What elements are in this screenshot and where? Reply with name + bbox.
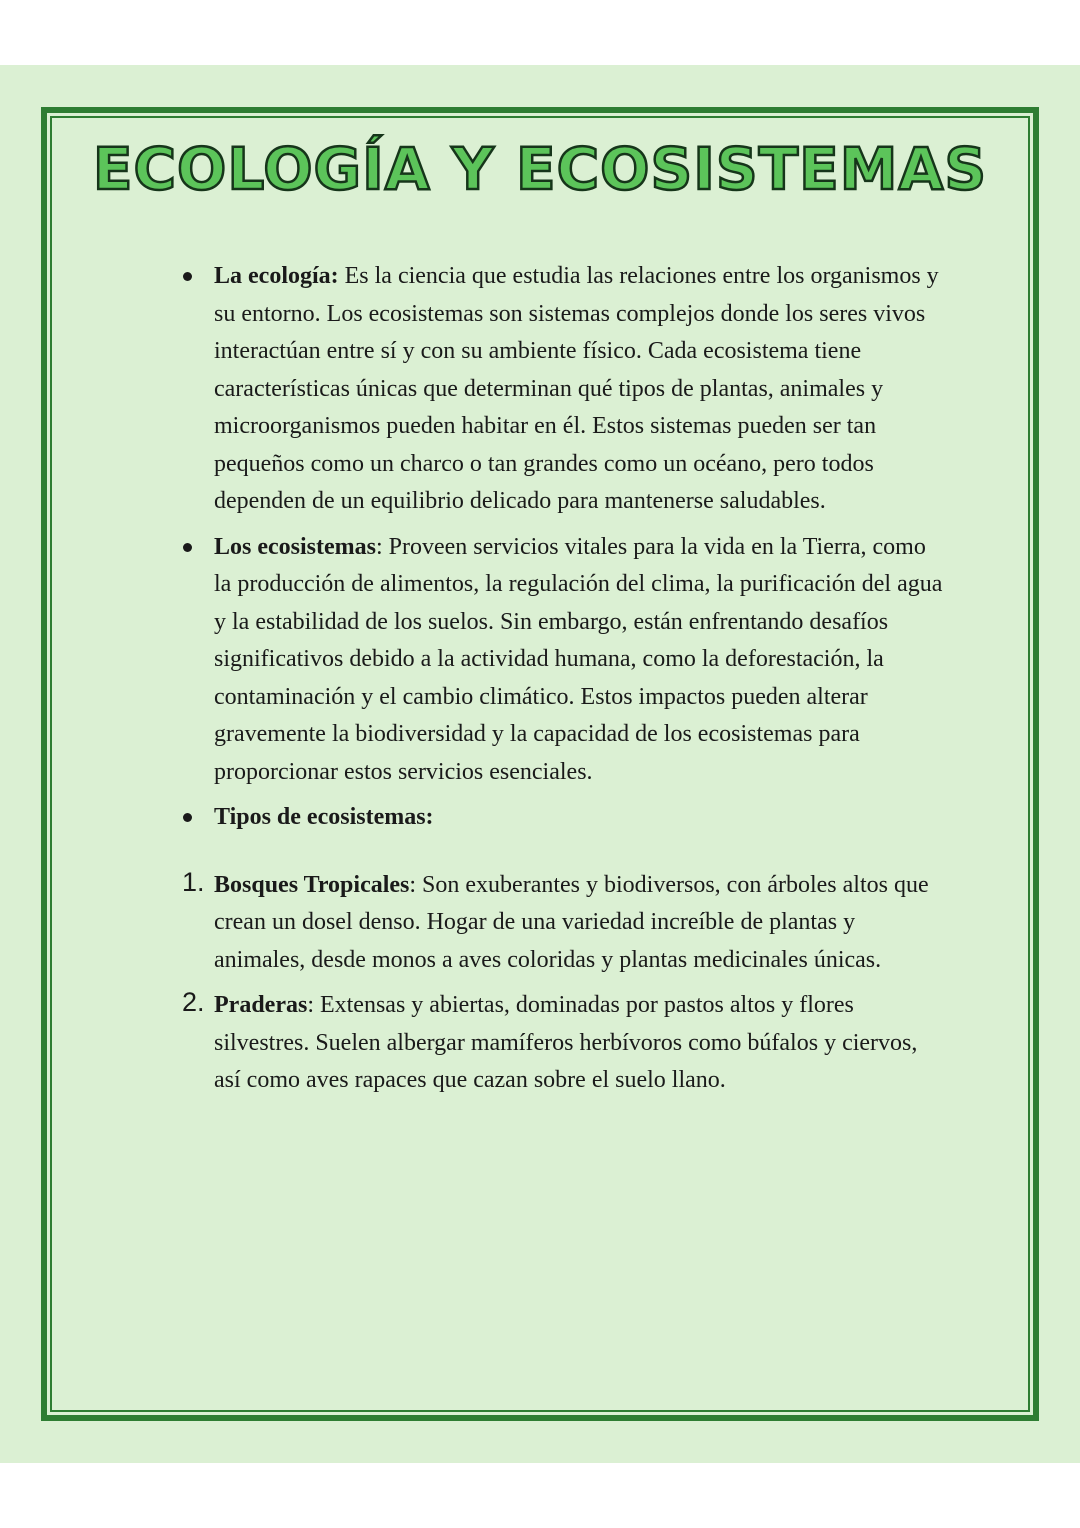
bullet-item-ecologia [183, 258, 943, 521]
bullet-icon [183, 272, 192, 281]
bullet-item-tipos [183, 799, 943, 837]
numbered-item-praderas [183, 987, 943, 1100]
item-number: 2. [182, 987, 205, 1017]
list-spacer [183, 845, 943, 867]
page-title: ECOLOGÍA Y ECOSISTEMAS [92, 135, 988, 203]
numbered-item-bosques [183, 867, 943, 980]
bullet-item-ecosistemas [183, 529, 943, 792]
item-text: : Son exuberantes y biodiversos, con árboles altos que crean un dosel denso. Hogar de una variedad increíble de plantas y animales, desde monos a aves coloridas y plantas medicinales únicas. [214, 871, 929, 973]
bullet-text: Es la ciencia que estudia las relaciones entre los organismos y su entorno. Los ecosistemas son sistemas complejos donde los seres vivos interactúan entre sí y con su ambiente físico. Cada ecosistema tiene características únicas que determinan qué tipos de plantas, animales y microorganismos pueden habitar en él. Estos sistemas pueden ser tan pequeños como un charco o tan grandes como un océano, pero todos dependen de un equilibrio delicado para mantenerse saludables. [214, 263, 939, 514]
item-number: 1. [182, 866, 205, 897]
item-text: : Extensas y abiertas, dominadas por pastos altos y flores silvestres. Suelen albergar mamíferos herbívoros como búfalos y ciervos, así como aves rapaces que cazan sobre el suelo llano. [214, 992, 918, 1093]
bullet-icon [183, 813, 192, 822]
bullet-term: Los ecosistemas [214, 533, 376, 560]
bullet-icon [183, 543, 192, 552]
bullet-term: Tipos de ecosistemas: [214, 804, 434, 830]
item-term: Praderas [214, 992, 308, 1018]
bullet-text: : Proveen servicios vitales para la vida en la Tierra, como la producción de alimentos, la regulación del clima, la purificación del agua y la estabilidad de los suelos. Sin embargo, están enfrentando desafíos significativos debido a la actividad humana, como la deforestación, la contaminación y el cambio climático. Estos impactos pueden alterar gravemente la biodiversidad y la capacidad de los ecosistemas para proporcionar estos servicios esenciales. [214, 533, 943, 785]
bullet-term: La ecología: [214, 263, 339, 289]
document-body [183, 258, 943, 1108]
item-term: Bosques Tropicales [214, 871, 410, 898]
